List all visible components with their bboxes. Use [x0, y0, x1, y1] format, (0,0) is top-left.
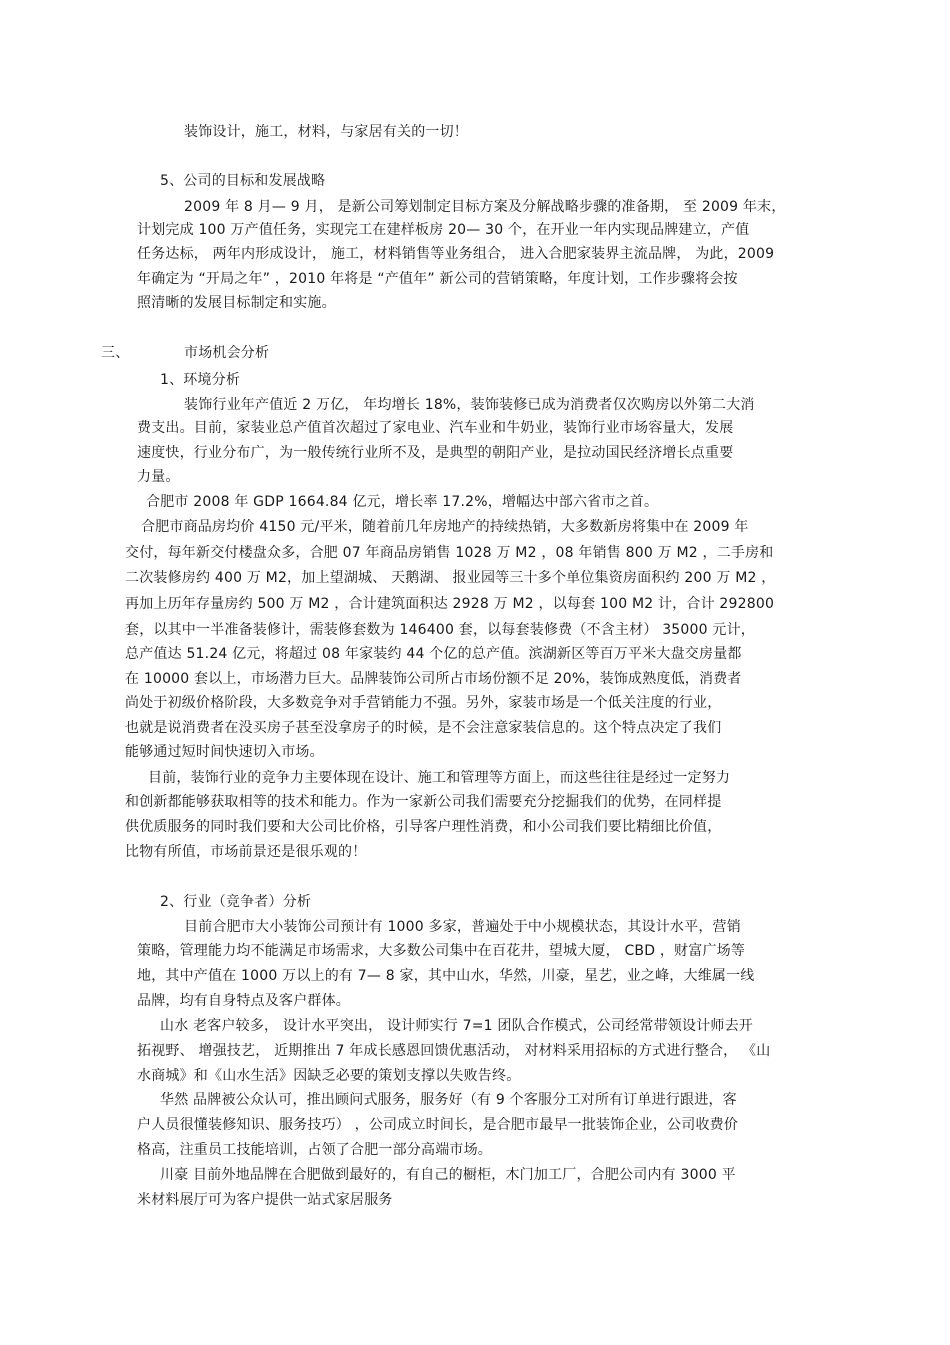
text-line: 照清晰的发展目标制定和实施。: [137, 295, 336, 311]
text-line: 地，其中产值在 1000 万以上的有 7— 8 家，其中山水，华然，川豪，星艺，业之峰，大维属一线: [137, 968, 755, 984]
text-line: 比物有所值，市场前景还是很乐观的！: [125, 844, 367, 860]
text-line: 和创新都能够获取相等的技术和能力。作为一家新公司我们需要充分挖掘我们的优势，在同样提: [125, 794, 722, 810]
text-line: 水商城》和《山水生活》因缺乏必要的策划支撑以失败告终。: [137, 1068, 521, 1084]
text-line: 合肥市 2008 年 GDP 1664.84 亿元，增长率 17.2%，增幅达中部六省市之首。: [146, 494, 659, 510]
text-line: 供优质服务的同时我们要和大公司比价格，引导客户理性消费，和小公司我们要比精细比价值，: [125, 819, 722, 835]
text-line: 拓视野、 增强技艺， 近期推出 7 年成长感恩回馈优惠活动， 对材料采用招标的方式进行整合， 《山: [137, 1043, 771, 1059]
text-line: 再加上历年存量房约 500 万 M2 ，合计建筑面积达 2928 万 M2 ，以每套 100 M2 计，合计 292800: [125, 596, 775, 612]
text-line: 山水 老客户较多， 设计水平突出， 设计师实行 7=1 团队合作模式，公司经常带领设计师去开: [160, 1018, 753, 1034]
text-line: 力量。: [137, 469, 180, 485]
text-line: 川豪 目前外地品牌在合肥做到最好的，有自己的橱柜，木门加工厂，合肥公司内有 3000 平: [160, 1167, 736, 1183]
text-line: 华然 品牌被公众认可，推出顾问式服务，服务好（有 9 个客服分工对所有订单进行跟进，客: [160, 1092, 737, 1108]
text-line: 套，以其中一半准备装修计，需装修套数为 146400 套，以每套装修费（不含主材） 35000 元计，: [125, 622, 755, 638]
text-line: 费支出。目前，家装业总产值首次超过了家电业、汽车业和牛奶业，装饰行业市场容量大，发展: [137, 420, 734, 436]
text-line: 米材料展厅可为客户提供一站式家居服务: [137, 1192, 393, 1208]
text-line: 格高，注重员工技能培训，占领了合肥一部分高端市场。: [137, 1142, 492, 1158]
text-line: 速度快，行业分布广，为一般传统行业所不及，是典型的朝阳产业，是拉动国民经济增长点重要: [137, 445, 734, 461]
text-line: 户人员很懂装修知识、服务技巧） ，公司成立时间长，是合肥市最早一批装饰企业，公司收费价: [137, 1117, 739, 1133]
section-heading: 2、行业（竞争者）分析: [160, 894, 312, 910]
text-line: 在 10000 套以上，市场潜力巨大。品牌装饰公司所占市场份额不足 20%，装饰成熟度低，消费者: [125, 671, 742, 687]
text-line: 尚处于初级价格阶段，大多数竞争对手营销能力不强。另外，家装市场是一个低关注度的行业，: [125, 695, 722, 711]
text-line: 装饰行业年产值近 2 万亿， 年均增长 18%，装饰装修已成为消费者仅次购房以外第二大消: [184, 397, 755, 413]
text-line: 目前，装饰行业的竞争力主要体现在设计、施工和管理等方面上，而这些往往是经过一定努力: [148, 770, 731, 786]
text-line: 装饰设计，施工，材料，与家居有关的一切！: [184, 124, 468, 140]
text-line: 计划完成 100 万产值任务，实现完工在建样板房 20— 30 个，在开业一年内实现品牌建立，产值: [137, 222, 750, 238]
text-line: 年确定为 “开局之年” ，2010 年将是 “产值年” 新公司的营销策略，年度计划，工作步骤将会按: [137, 271, 738, 287]
section-heading: 1、环境分析: [160, 372, 241, 388]
text-line: 交付，每年新交付楼盘众多，合肥 07 年商品房销售 1028 万 M2 ，08 年销售 800 万 M2 ，二手房和: [125, 545, 774, 561]
chapter-heading: 市场机会分析: [184, 345, 270, 361]
text-line: 目前合肥市大小装饰公司预计有 1000 多家，普遍处于中小规模状态，其设计水平，营销: [184, 919, 741, 935]
text-line: 2009 年 8 月— 9 月， 是新公司筹划制定目标方案及分解战略步骤的准备期， 至 2009 年末，: [184, 199, 786, 215]
chapter-number: 三、: [101, 345, 130, 361]
text-line: 也就是说消费者在没买房子甚至没拿房子的时候，是不会注意家装信息的。这个特点决定了我们: [125, 720, 722, 736]
text-line: 二次装修房约 400 万 M2，加上望湖城、 天鹅湖、 报业园等三十多个单位集资房面积约 200 万 M2 ，: [125, 570, 776, 586]
section-heading: 5、公司的目标和发展战略: [160, 173, 326, 189]
text-line: 总产值达 51.24 亿元，将超过 08 年家装约 44 个亿的总产值。滨湖新区等百万平米大盘交房量都: [125, 646, 742, 662]
text-line: 合肥市商品房均价 4150 元/平米，随着前几年房地产的持续热销，大多数新房将集中在 2009 年: [141, 519, 749, 535]
text-line: 任务达标， 两年内形成设计， 施工，材料销售等业务组合， 进入合肥家装界主流品牌， 为此，2009: [137, 246, 775, 262]
text-line: 策略，管理能力均不能满足市场需求，大多数公司集中在百花井，望城大厦， CBD ，财富广场等: [137, 943, 746, 959]
text-line: 品牌，均有自身特点及客户群体。: [137, 993, 350, 1009]
text-line: 能够通过短时间快速切入市场。: [125, 744, 324, 760]
